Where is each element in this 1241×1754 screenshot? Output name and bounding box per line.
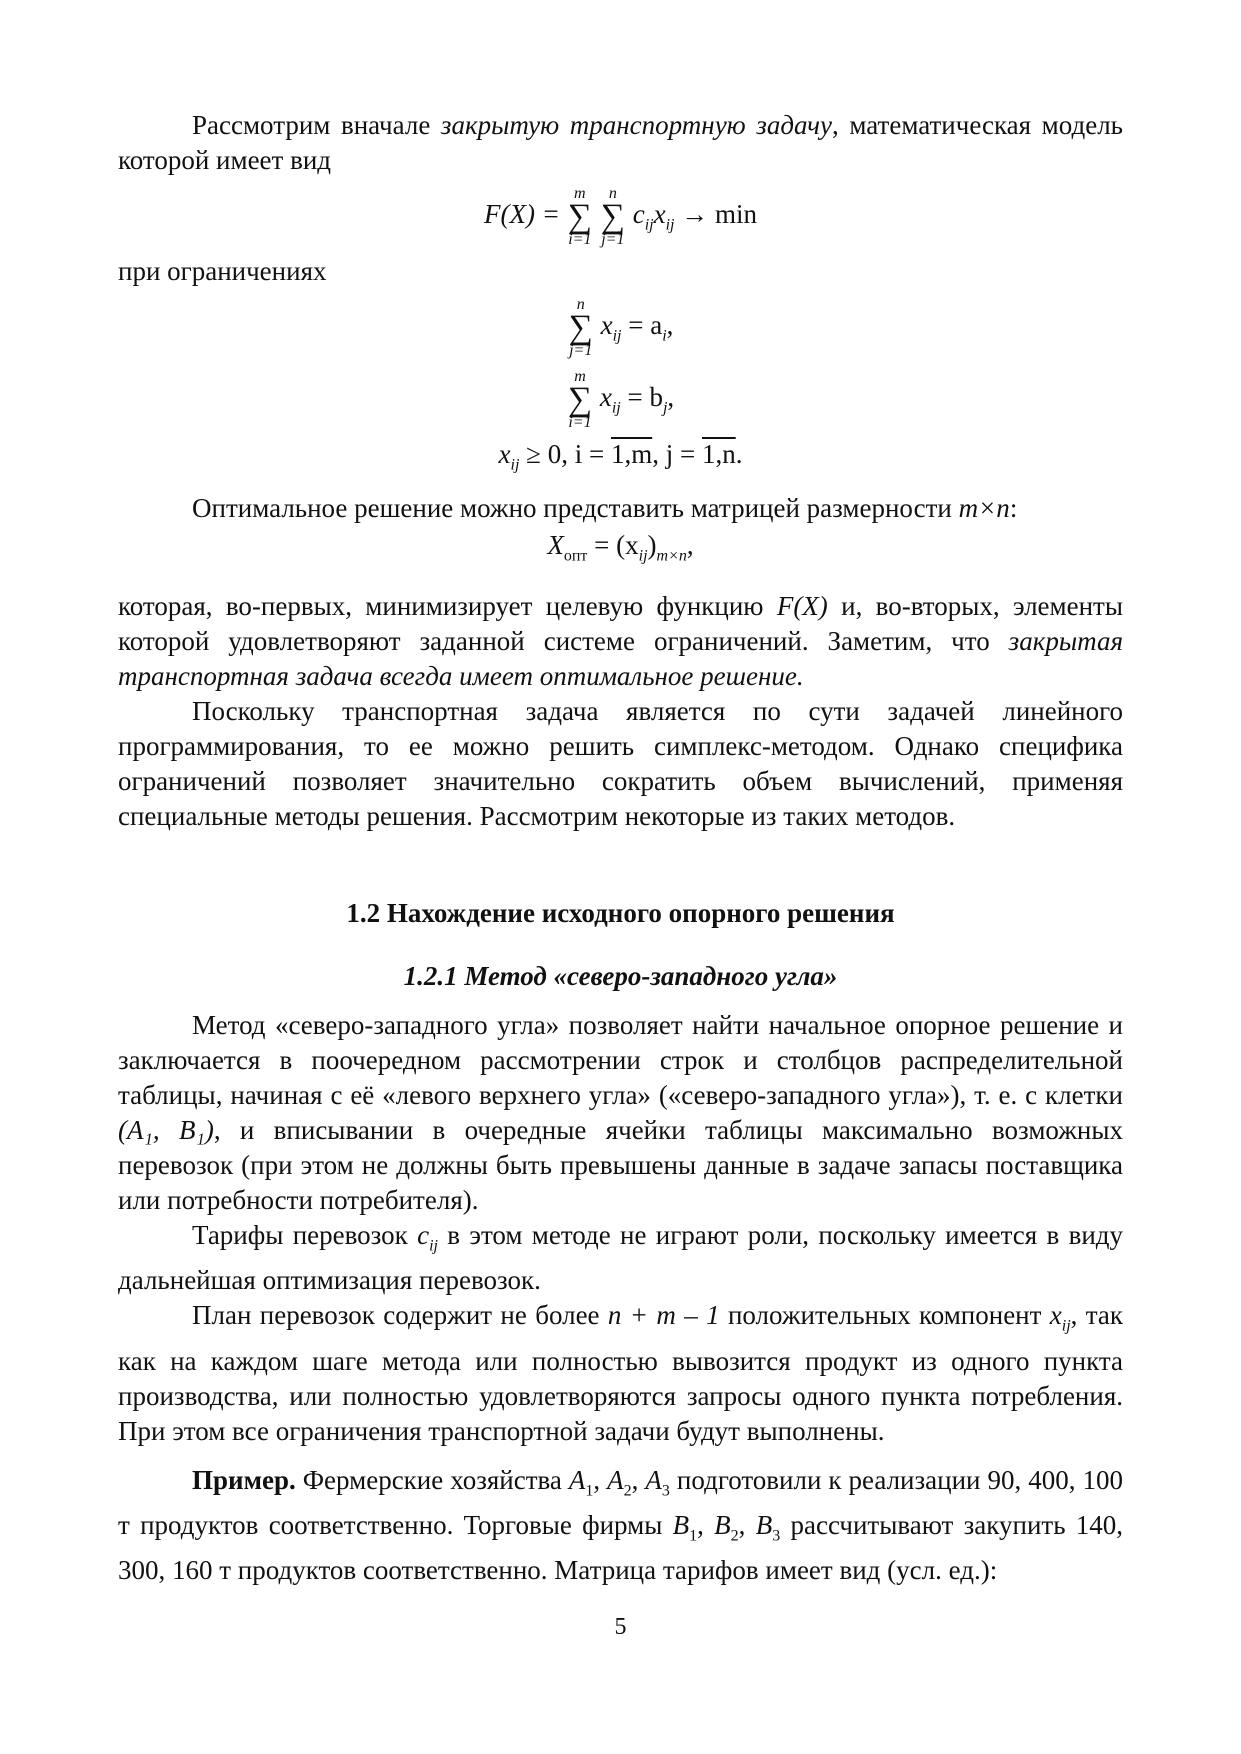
paragraph-simplex: Поскольку транспортная задача является по сути задачей линейного программирования, то ее можно решить симплекс-методом. Однако специфика ограничений позволяет значительно сократить объем вычислений, применяя специальные методы решения. Рассмотрим некоторые из таких методов. <box>118 695 1123 831</box>
section-title: 1.2 Нахождение исходного опорного решения <box>346 897 895 928</box>
paragraph-minimizes: которая, во-первых, минимизирует целевую функцию F(X) и, во-вторых, элементы которой удовлетворяют заданной системе ограничений. Заметим, что закрытая транспортная задача всегда имеет оптимальное решение. <box>118 590 1123 691</box>
equation-constraint-1: n ∑ j=1 $x_{ij} = a_i$, <box>568 296 674 359</box>
paragraph-intro: Рассмотрим вначале закрытую транспортную задачу, математическая модель которой имеет вид <box>118 110 1123 175</box>
equation-xopt: $X_{опт} = (x_{ij})_{m\times n}$, <box>547 530 694 565</box>
paragraph-nw-method: Метод «северо-западного угла» позволяет найти начальное опорное решение и заключается в поочередном рассмотрении строк и столбцов распределительной таблицы, начиная с её «левого верхнего угла» («северо-западного угла»), т. е. с клетки (A₁, B₁), и вписывании в очередные ячейки таблицы максимально возможных перевозок (при этом не должны быть превышены данные в задаче запасы поставщика или потребности потребителя). <box>118 1009 1123 1215</box>
equation-constraint-2: m ∑ i=1 $x_{ij} = b_j$, <box>567 368 675 431</box>
paragraph-plan: План перевозок содержит не более n + m – 1 положительных компонент $x_{ij}$, так как на каждом шаге метода или полностью вывозится продукт из одного пункта производства, или полностью удовлетворяются запросы одного пункта потребления. При этом все ограничения транспортной задачи будут выполнены. <box>118 1300 1124 1446</box>
paragraph-tariffs: Тарифы перевозок $c_{ij}$ в этом методе не играют роли, поскольку имеется в виду дальнейшая оптимизация перевозок. <box>118 1219 1124 1296</box>
equation-nonnegativity: $x_{ij} \ge 0$, i = 1,m, j = 1,n. <box>498 439 743 474</box>
constraints-label: при ограничениях <box>118 256 327 286</box>
subsection-title: 1.2.1 Метод «северо-западного угла» <box>403 960 838 991</box>
paragraph-example: Пример. Фермерские хозяйства $A_1$, $A_2$, $A_3$ подготовили к реализации 90, 400, 100 т продуктов соответственно. Торговые фирмы $B_1$, $B_2$, $B_3$ рассчитывают закупить 140, 300, 160 т продуктов соответственно. Матрица тарифов имеет вид (усл. ед.): <box>118 1464 1124 1586</box>
paragraph-optimal: Оптимальное решение можно представить матрицей размерности m×n: <box>192 493 1018 524</box>
page-content <box>118 108 1123 1588</box>
page-number: 5 <box>614 1614 627 1640</box>
equation-objective: F(X) = m ∑ i=1 n ∑ j=1 $c_{ij}x_{ij} \to \min$ <box>484 185 757 248</box>
